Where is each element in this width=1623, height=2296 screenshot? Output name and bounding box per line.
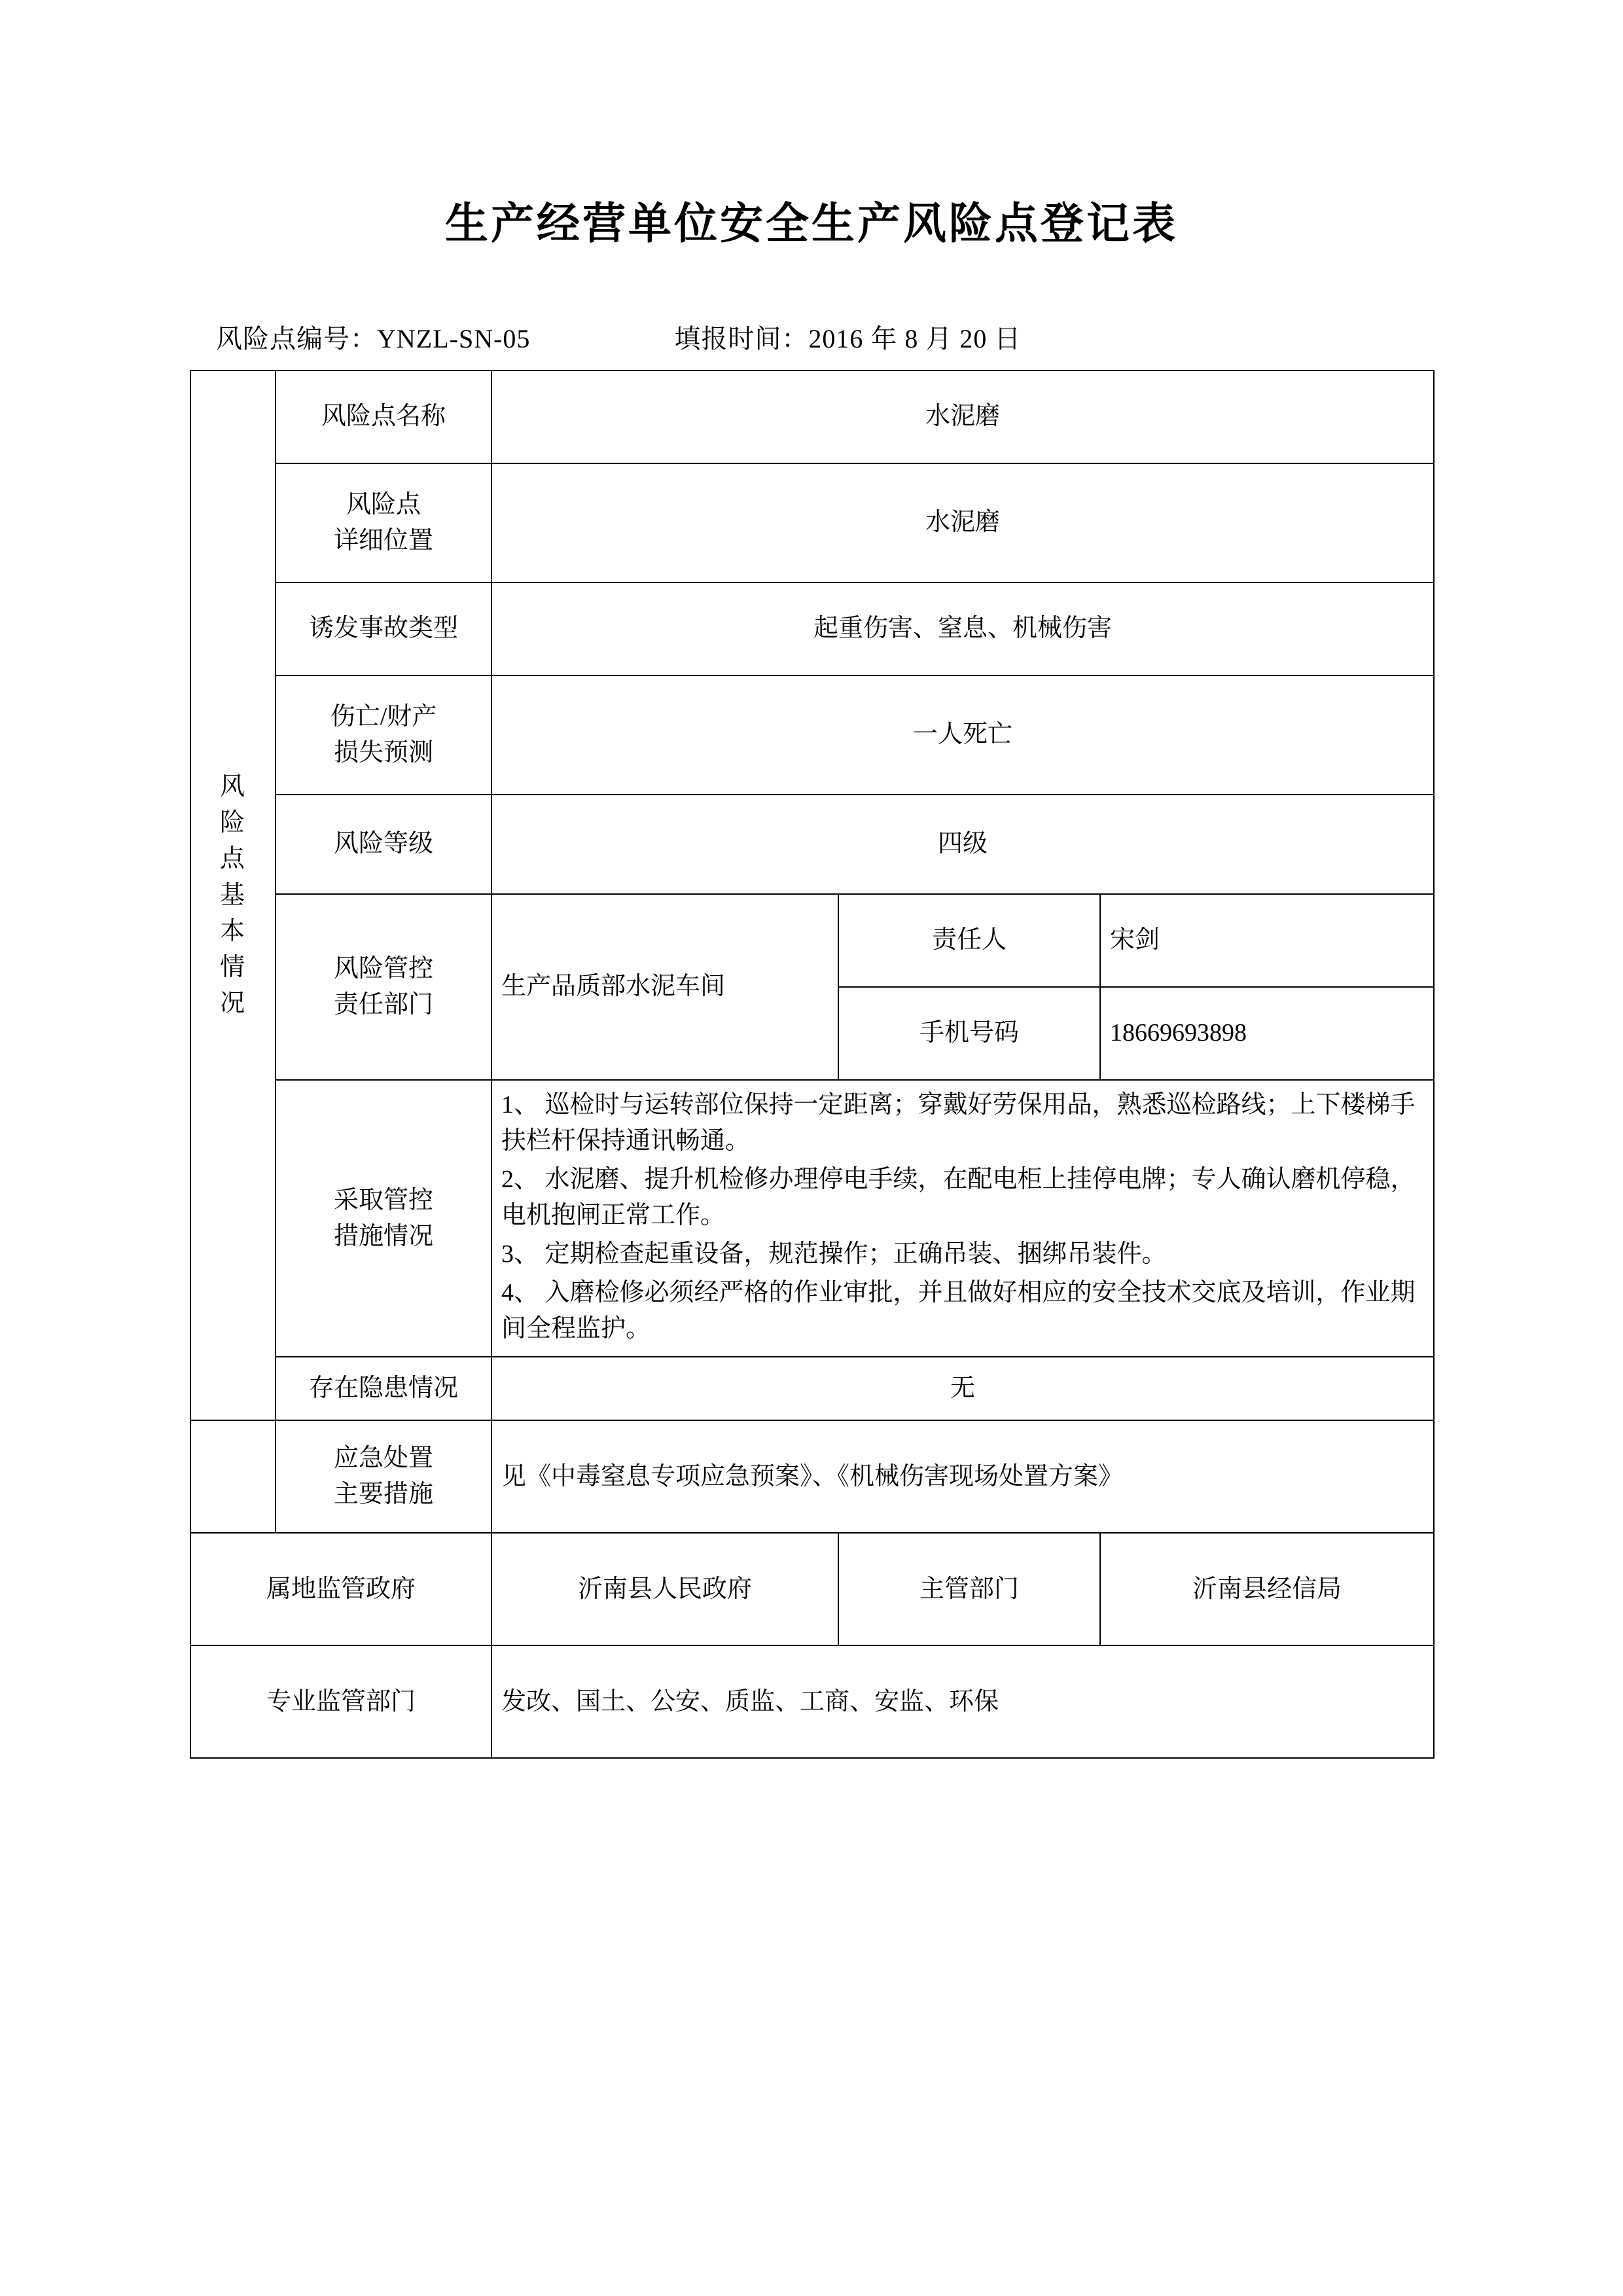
- table-row: [190, 675, 1434, 795]
- label-loss-line2: 损失预测: [333, 738, 433, 766]
- label-admin-dept: 主管部门: [838, 1533, 1100, 1645]
- report-date-day: 20: [959, 323, 988, 353]
- label-control-measures: [276, 1080, 491, 1357]
- label-dept-line1: 风险管控: [333, 954, 433, 982]
- page-title: 生产经营单位安全生产风险点登记表: [445, 200, 1178, 248]
- table-row: [190, 1080, 1434, 1357]
- value-risk-name: 水泥磨: [491, 370, 1434, 463]
- report-date-month: 8: [904, 323, 919, 353]
- label-responsible-dept: [276, 894, 491, 1080]
- label-professional-dept: 专业监管部门: [190, 1645, 491, 1758]
- value-existing-hazard: 无: [491, 1357, 1434, 1420]
- label-loss-prediction: [276, 675, 491, 795]
- label-existing-hazard: 存在隐患情况: [276, 1357, 491, 1420]
- label-measures-line1: 采取管控: [333, 1186, 433, 1214]
- label-risk-location-line2: 详细位置: [333, 526, 433, 554]
- table-row: [190, 1420, 1434, 1533]
- value-risk-location: 水泥磨: [491, 463, 1434, 583]
- table-row: [190, 1357, 1434, 1420]
- label-emergency-line1: 应急处置: [333, 1444, 433, 1473]
- label-risk-location: [276, 463, 491, 583]
- table-row: [190, 370, 1434, 463]
- label-dept-line2: 责任部门: [333, 990, 433, 1018]
- label-measures-line2: 措施情况: [333, 1222, 433, 1250]
- value-accident-type: 起重伤害、窒息、机械伤害: [491, 583, 1434, 675]
- measure-item: 3、 定期检查起重设备，规范操作；正确吊装、捆绑吊装件。: [501, 1240, 1167, 1268]
- section-label-char: 点: [219, 845, 246, 873]
- label-risk-name: 风险点名称: [276, 370, 491, 463]
- report-date-year-unit: 年: [870, 323, 898, 353]
- table-row: [190, 795, 1434, 894]
- table-row: [190, 1645, 1434, 1758]
- report-date-label: 填报时间：: [674, 323, 809, 353]
- label-local-government: 属地监管政府: [190, 1533, 491, 1645]
- report-date: [674, 318, 1021, 355]
- value-responsible-dept: 生产品质部水泥车间: [491, 894, 838, 1080]
- value-emergency-measures: 见《中毒窒息专项应急预案》、《机械伤害现场处置方案》: [491, 1420, 1434, 1533]
- value-control-measures: [491, 1080, 1434, 1357]
- label-emergency-measures: [276, 1420, 491, 1533]
- value-professional-dept: 发改、国土、公安、质监、工商、安监、环保: [491, 1645, 1434, 1758]
- label-risk-location-line1: 风险点: [346, 490, 421, 518]
- label-phone: 手机号码: [838, 987, 1100, 1080]
- report-date-month-unit: 月: [925, 323, 953, 353]
- value-responsible-person: 宋剑: [1100, 894, 1434, 987]
- table-row: [190, 583, 1434, 675]
- report-date-year: 2016: [808, 323, 864, 353]
- risk-point-table: [190, 370, 1435, 1759]
- label-emergency-line2: 主要措施: [333, 1480, 433, 1509]
- value-risk-level: 四级: [491, 795, 1434, 894]
- value-local-government: 沂南县人民政府: [491, 1533, 838, 1645]
- section-label-char: 情: [219, 953, 246, 981]
- section-label-char: 基: [219, 881, 246, 909]
- section-label-char: 本: [219, 917, 246, 945]
- label-accident-type: 诱发事故类型: [276, 583, 491, 675]
- label-loss-line1: 伤亡/财产: [330, 702, 437, 730]
- section-label-char: 况: [219, 989, 246, 1017]
- table-row: [190, 894, 1434, 987]
- value-admin-dept: 沂南县经信局: [1100, 1533, 1434, 1645]
- value-loss-prediction: 一人死亡: [491, 675, 1434, 795]
- document-meta: [177, 318, 1446, 355]
- measure-item: 4、 入磨检修必须经严格的作业审批，并且做好相应的安全技术交底及培训，作业期间全程监护。: [501, 1279, 1416, 1343]
- label-responsible-person: 责任人: [838, 894, 1100, 987]
- measure-item: 1、 巡检时与运转部位保持一定距离；穿戴好劳保用品，熟悉巡检路线；上下楼梯手扶栏杆保持通讯畅通。: [501, 1090, 1416, 1155]
- value-phone: 18669693898: [1100, 987, 1434, 1080]
- table-row: [190, 1533, 1434, 1645]
- section-label-char: 险: [219, 809, 246, 837]
- section-label-basic-info: [190, 370, 276, 1421]
- label-risk-level: 风险等级: [276, 795, 491, 894]
- risk-number-value: YNZL-SN-05: [377, 323, 531, 353]
- risk-number-label: 风险点编号：: [216, 323, 377, 353]
- measure-item: 2、 水泥磨、提升机检修办理停电手续，在配电柜上挂停电牌；专人确认磨机停稳，电机抱闸正常工作。: [501, 1165, 1416, 1230]
- risk-number: [216, 318, 530, 355]
- table-row: [190, 463, 1434, 583]
- section-label-char: 风: [219, 773, 246, 801]
- section-label-spacer: [190, 1420, 276, 1533]
- report-date-day-unit: 日: [994, 323, 1022, 353]
